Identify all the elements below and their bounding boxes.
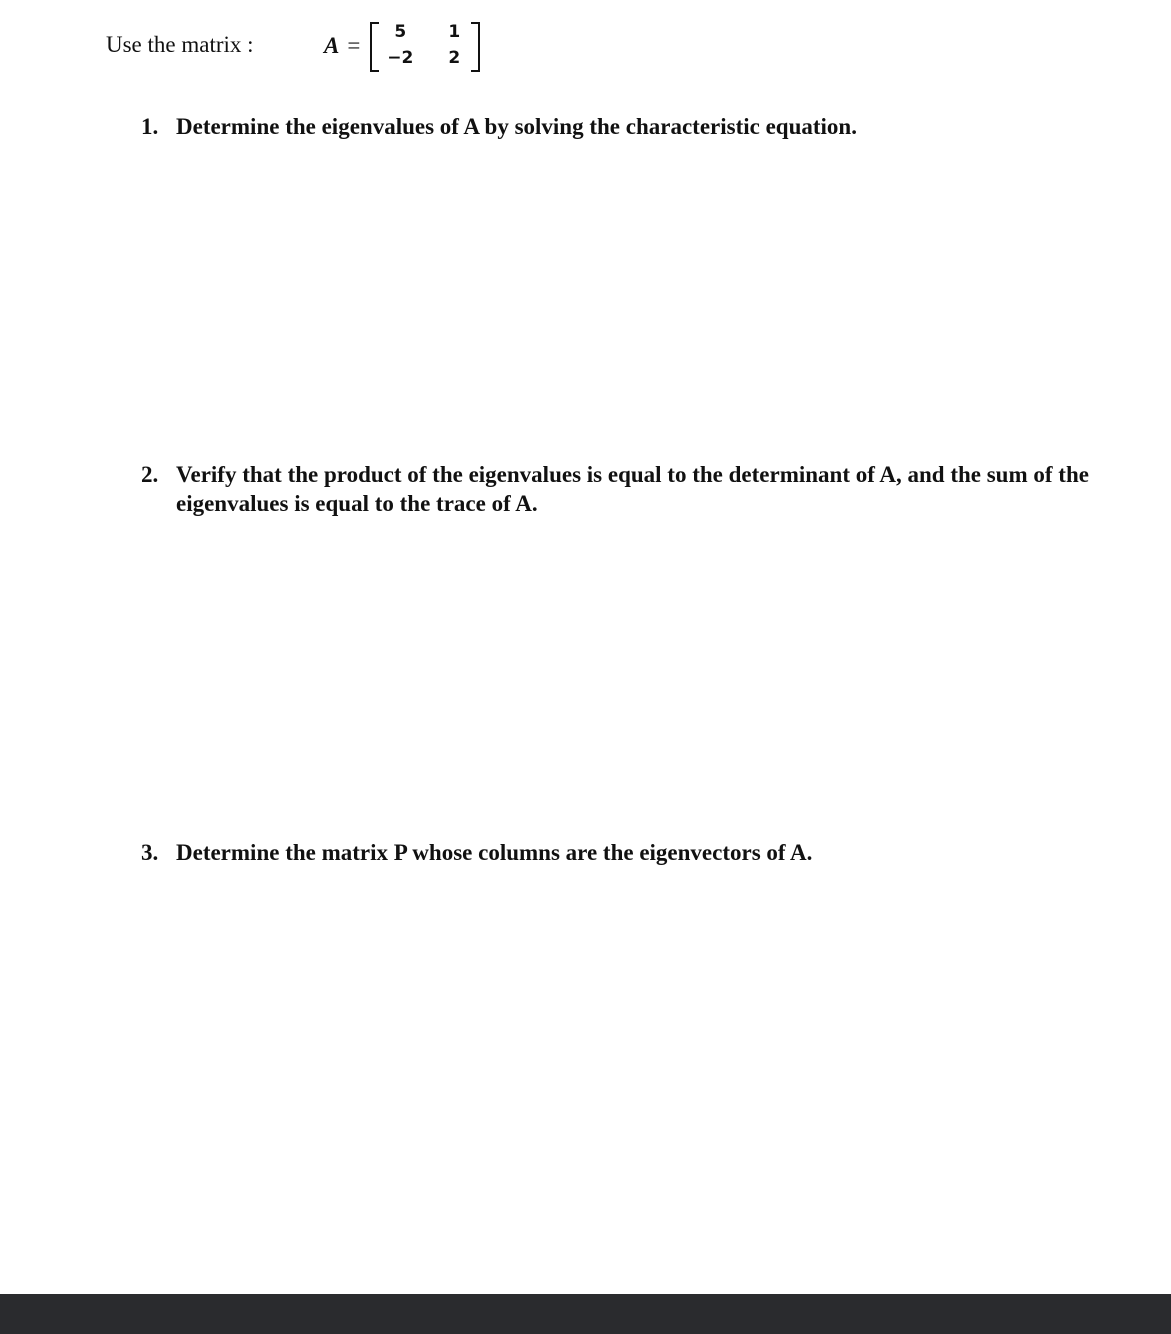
right-bracket <box>471 22 480 72</box>
matrix-a <box>368 20 482 72</box>
question-number: 2. <box>141 462 159 487</box>
matrix-cell-r1c2: 1 <box>448 22 461 42</box>
matrix-cell-r1c1: 5 <box>394 22 407 42</box>
question-text: Determine the eigenvalues of A by solving the characteristic equation. <box>176 114 857 139</box>
question-number: 3. <box>141 840 159 865</box>
left-bracket <box>370 22 379 72</box>
matrix-name: A <box>324 33 340 58</box>
bottom-bar <box>0 1294 1171 1334</box>
question-number: 1. <box>141 114 159 139</box>
intro-label: Use the matrix : <box>106 32 254 57</box>
equals-sign: = <box>347 33 361 58</box>
matrix-equation <box>324 18 482 74</box>
matrix-cell-r2c2: 2 <box>448 48 461 68</box>
question-3 <box>141 838 1101 867</box>
question-1 <box>141 112 1101 141</box>
question-2 <box>141 460 1101 518</box>
question-text: Verify that the product of the eigenvalues is equal to the determinant of A, and the sum of the eigenvalues is equal to the trace of A. <box>176 462 1089 516</box>
question-text: Determine the matrix P whose columns are the eigenvectors of A. <box>176 840 813 865</box>
matrix-cell-r2c1: −2 <box>387 48 414 68</box>
